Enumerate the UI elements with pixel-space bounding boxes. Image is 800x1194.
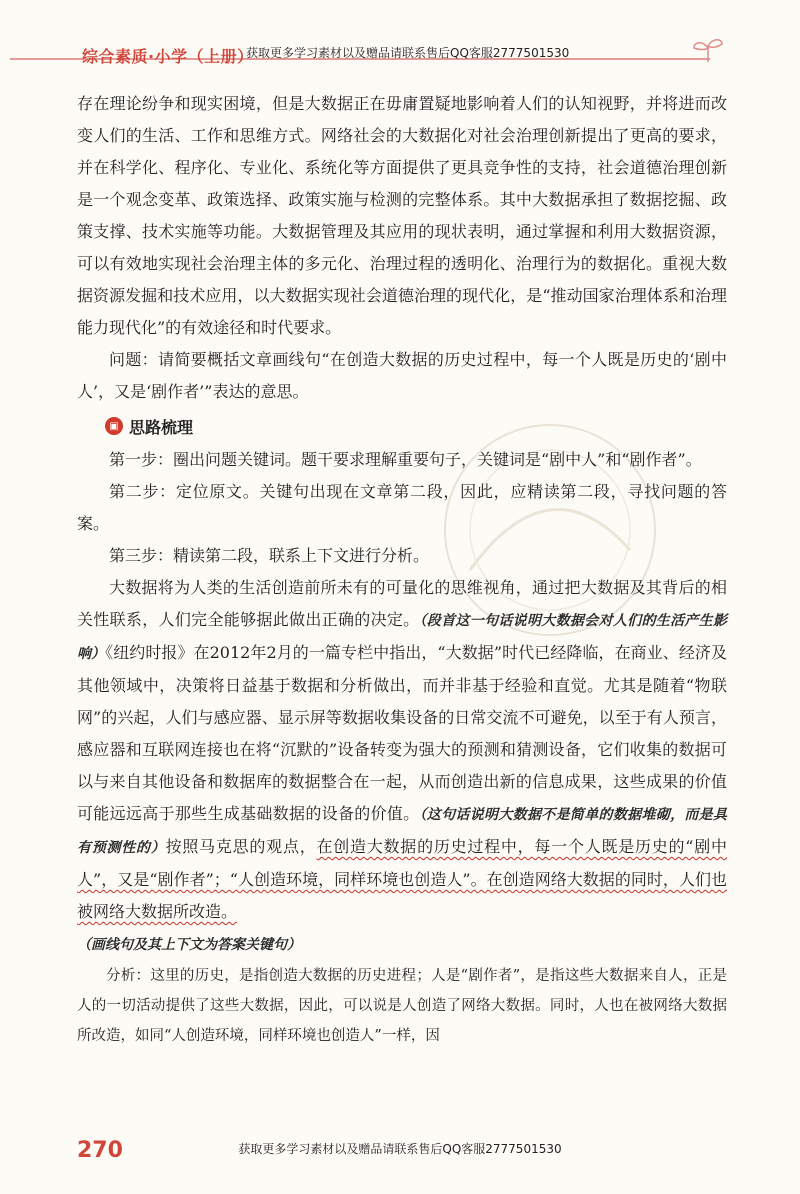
analysis-text: 分析：这里的历史，是指创造大数据的历史进程；人是“剧作者”，是指这些大数据来自人，正是人的一切活动提供了这些大数据，因此，可以说是人创造了网络大数据。同时，人也在被网络大数据所改造，如同“人创造环境，同样环境也创造人”一样，因 (77, 968, 727, 1044)
step-3: 第三步：精读第二段，联系上下文进行分析。 (109, 546, 430, 565)
paragraph-passage (77, 572, 727, 928)
question: 问题：请简要概括文章画线句“在创造大数据的历史过程中，每一个人既是历史的‘剧中人’，又是‘剧作者’”表达的意思。 (77, 350, 727, 401)
passage-note-1: （段首这一句话说明大数据会对人们的生活产生影响） (77, 613, 727, 662)
footer-promo: 获取更多学习素材以及赠品请联系售后QQ客服2777501530 (238, 1142, 562, 1156)
passage-note-2: （这句话说明大数据不是简单的数据堆砌，而是具有预测性的） (77, 807, 727, 856)
passage-text-a: 大数据将为人类的生活创造前所未有的可量化的思维视角，通过把大数据及其背后的相关性联系，人们完全能够据此做出正确的决定。 (77, 578, 727, 629)
passage-note-3: （画线句及其上下文为答案关键句） (77, 937, 301, 953)
header-promo: 获取更多学习素材以及赠品请联系售后QQ客服2777501530 (246, 46, 570, 60)
underlined-key-sentence: 在创造大数据的历史过程中，每一个人既是历史的“剧中人”，又是“剧作者”；“人创造环境，同样环境也创造人”。在创造网络大数据的同时，人们也被网络大数据所改造。 (77, 837, 728, 921)
section-marker-icon: ▣ (105, 417, 123, 435)
step-2: 第二步：定位原文。关键句出现在文章第二段，因此，应精读第二段，寻找问题的答案。 (77, 482, 727, 533)
leaf-sprout-icon (690, 34, 726, 64)
paragraph-intro: 存在理论纷争和现实困境，但是大数据正在毋庸置疑地影响着人们的认知视野，并将进而改变人们的生活、工作和思维方式。网络社会的大数据化对社会治理创新提出了更高的要求，并在科学化、程序化、专业化、系统化等方面提供了更具竞争性的支持，社会道德治理创新是一个观念变革、政策选择、政策实施与检测的完整体系。其中大数据承担了数据挖掘、政策支撑、技术实施等功能。大数据管理及其应用的现状表明，通过掌握和利用大数据资源，可以有效地实现社会治理主体的多元化、治理过程的透明化、治理行为的数据化。重视大数据资源发掘和技术应用，以大数据实现社会道德治理的现代化，是“推动国家治理体系和治理能力现代化”的有效途径和时代要求。 (77, 94, 727, 337)
header-title: 综合素质·小学（上册） (82, 47, 254, 66)
passage-text-c: 按照马克思的观点， (165, 837, 317, 856)
section-heading (77, 410, 727, 442)
page-number: 270 (77, 1138, 123, 1163)
page-content (77, 88, 727, 1051)
section-heading-text: 思路梳理 (129, 417, 194, 437)
passage-text-b: 《纽约时报》在2012年2月的一篇专栏中指出，“大数据”时代已经降临，在商业、经济及其他领域中，决策将日益基于数据和分析做出，而并非基于经验和直觉。尤其是随着“物联网”的兴起，人们与感应器、显示屏等数据收集设备的日常交流不可避免，以至于有人预言，感应器和互联网连接也在将“沉默的”设备转变为强大的预测和猜测设备，它们收集的数据可以与来自其他设备和数据库的数据整合在一起，从而创造出新的信息成果，这些成果的价值可能远远高于那些生成基础数据的设备的价值。 (77, 643, 727, 823)
answer-key-note (77, 928, 727, 961)
step-1: 第一步：圈出问题关键词。题干要求理解重要句子，关键词是“剧中人”和“剧作者”。 (109, 450, 702, 469)
page-header (0, 0, 800, 80)
